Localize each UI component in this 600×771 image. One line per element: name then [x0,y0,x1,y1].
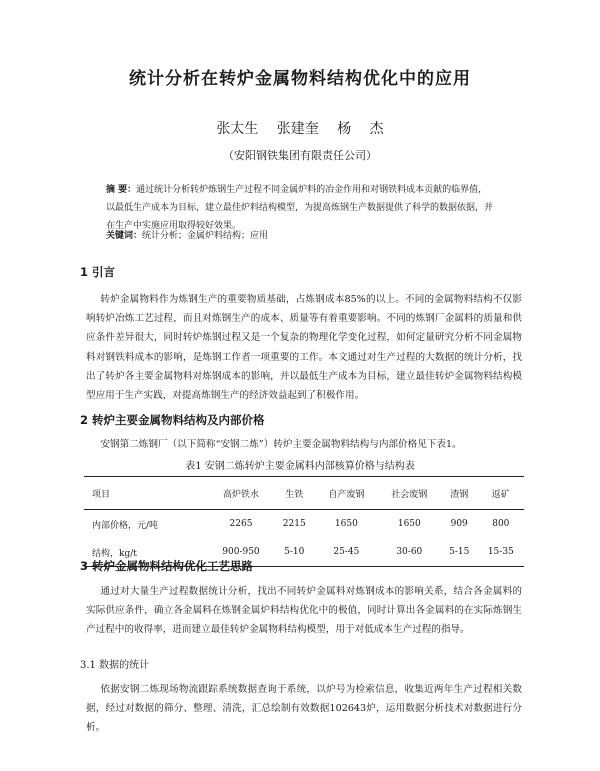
table-header-cell: 高炉铁水 [208,477,273,510]
table-header-cell: 项目 [84,477,208,510]
table-row [84,510,524,539]
section-3-1-paragraph: 依据安钢二炼现场物流跟踪系统数据查询于系统，以炉号为检索信息，收集近两年生产过程相关数据，经过对数据的筛分、整理、清洗，汇总绘制有效数据102643炉，运用数据分析技术对数据进行分析。 [86,684,522,734]
table-cell: 1650 [397,519,421,529]
table-header-cell: 渣钢 [441,477,478,510]
section-1-heading: 1 引言 [80,265,116,279]
table-header-cell: 自产废钢 [315,477,378,510]
table-cell: 25-45 [315,538,378,567]
abstract-text: 通过统计分析转炉炼钢生产过程不同金属炉料的冶金作用和对钢铁料成本贡献的临界值，以最低生产成本为目标，建立最佳炉料结构模型，为提高炼钢生产数据提供了科学的数据依据，并在生产中实施应用取得较好效果。 [106,185,494,231]
table-cell: 2265 [229,519,253,529]
table-cell: 5-15 [441,538,478,567]
section-3-1-heading: 3.1 数据的统计 [80,660,150,671]
table-cell: 结构，kg/t [84,538,208,567]
table-header-cell: 生铁 [274,477,315,510]
table-header-cell: 返矿 [478,477,524,510]
paper-title: 统计分析在转炉金属物料结构优化中的应用 [129,69,471,89]
section-2-heading: 2 转炉主要金属物料结构及内部价格 [80,413,265,427]
table-cell: 1650 [334,519,358,529]
table-cell: 2215 [282,519,306,529]
section-2-paragraph: 安钢第二炼钢厂（以下简称“安钢二炼”）转炉主要金属物料结构与内部价格见下表1。 [100,439,462,450]
table-header-cell: 社会废钢 [378,477,441,510]
keywords-label: 关键词： [106,231,143,241]
section-3-heading: 3 转炉金属物料结构优化工艺思路 [80,559,254,573]
table-cell: 内部价格，元/吨 [92,520,159,531]
section-3-paragraph: 通过对大量生产过程数据统计分析，找出不同转炉金属料对炼钢成本的影响关系，结合各金属料的实际供应条件，确立各金属料在炼钢金属炉料结构优化中的极值，同时计算出各金属料的在实际炼钢生产过程中的收得率，进而建立最佳转炉金属物料结构模型，用于对低成本生产过程的指导。 [86,586,522,636]
keywords [106,228,494,241]
table-cell: 15-35 [478,538,524,567]
price-structure-table [84,476,524,567]
abstract-label: 摘 要： [106,185,137,195]
table-cell: 900-950 [208,538,273,567]
table-caption: 表1 安钢二炼转炉主要金属料内部核算价格与结构表 [185,461,415,472]
affiliation: （安阳钢铁集团有限责任公司） [223,149,377,162]
authors: 张太生 张建奎 杨 杰 [216,121,384,137]
keywords-text: 统计分析；金属炉料结构；应用 [142,231,269,241]
table-cell: 800 [492,519,510,529]
table-header-row [84,477,524,510]
table-cell: 909 [450,519,468,529]
table-cell: 5-10 [274,538,315,567]
section-1-paragraph: 转炉金属物料作为炼钢生产的重要物质基础，占炼钢成本85%的以上。不同的金属物料结构不仅影响转炉冶炼工艺过程，而且对炼钢生产的成本、质量等有着重要影响。不同的炼钢厂金属料的质量和供应条件差异很大，同时转炉炼钢过程又是一个复杂的物理化学变化过程，如何定量研究分析不同金属物料对钢铁料成本的影响，是炼钢工作者一项重要的工作。本文通过对生产过程的大数据的统计分析，找出了转炉各主要金属物料对炼钢成本的影响，并以最低生产成本为目标，建立最佳转炉金属物料结构模型应用于生产实践，对提高炼钢生产的经济效益起到了积极作用。 [86,294,522,402]
abstract [106,181,494,235]
table-cell: 30-60 [378,538,441,567]
